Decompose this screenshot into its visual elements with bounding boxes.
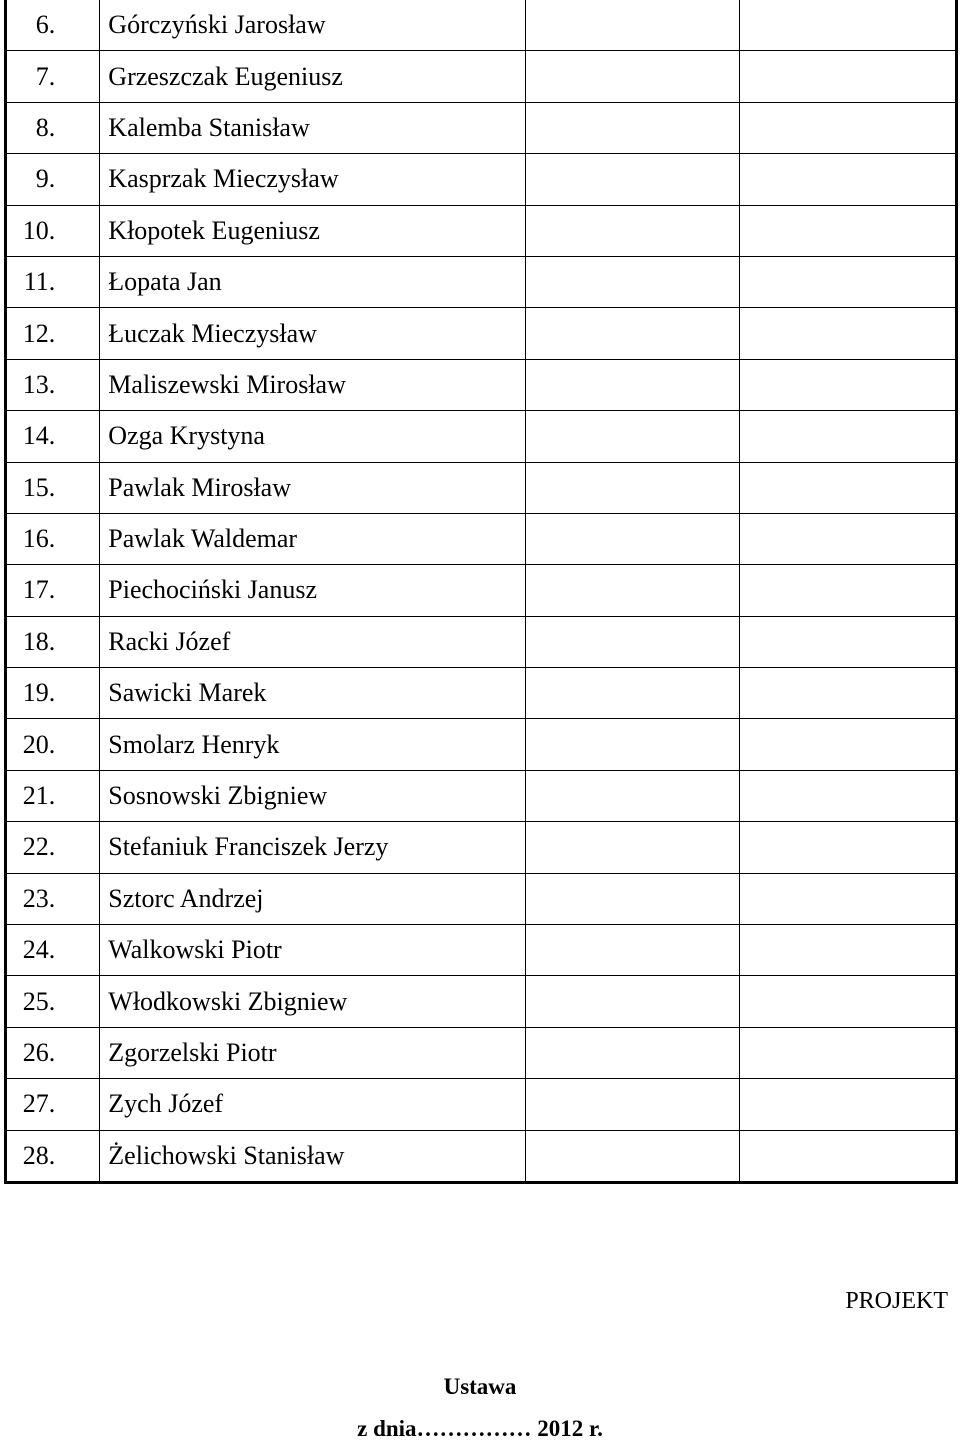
row-number: 23.: [6, 873, 100, 924]
blank-cell: [525, 462, 740, 513]
table-row: [6, 1079, 957, 1130]
table-row: [6, 822, 957, 873]
blank-cell: [740, 873, 957, 924]
blank-cell: [525, 1130, 740, 1182]
table-row: [6, 668, 957, 719]
blank-cell: [525, 359, 740, 410]
ustawa-heading: Ustawa: [443, 1374, 517, 1399]
table-row: [6, 359, 957, 410]
blank-cell: [525, 205, 740, 256]
table-row: [6, 976, 957, 1027]
blank-cell: [740, 719, 957, 770]
table-row: [6, 565, 957, 616]
member-name: Walkowski Piotr: [100, 925, 525, 976]
member-name: Pawlak Mirosław: [100, 462, 525, 513]
blank-cell: [740, 308, 957, 359]
row-number: 22.: [6, 822, 100, 873]
table-row: [6, 51, 957, 102]
blank-cell: [740, 51, 957, 102]
table-row: [6, 719, 957, 770]
member-name: Kasprzak Mieczysław: [100, 154, 525, 205]
row-number: 18.: [6, 616, 100, 667]
blank-cell: [740, 462, 957, 513]
member-name: Łuczak Mieczysław: [100, 308, 525, 359]
row-number: 21.: [6, 770, 100, 821]
blank-cell: [740, 565, 957, 616]
row-number: 19.: [6, 668, 100, 719]
member-name: Łopata Jan: [100, 256, 525, 307]
blank-cell: [740, 1027, 957, 1078]
blank-cell: [740, 0, 957, 51]
blank-cell: [525, 873, 740, 924]
row-number: 15.: [6, 462, 100, 513]
blank-cell: [740, 359, 957, 410]
blank-cell: [740, 668, 957, 719]
row-number: 25.: [6, 976, 100, 1027]
row-number: 20.: [6, 719, 100, 770]
table-row: [6, 411, 957, 462]
member-name: Zych Józef: [100, 1079, 525, 1130]
table-row: [6, 102, 957, 153]
row-number: 17.: [6, 565, 100, 616]
blank-cell: [740, 205, 957, 256]
member-name: Żelichowski Stanisław: [100, 1130, 525, 1182]
row-number: 10.: [6, 205, 100, 256]
blank-cell: [740, 102, 957, 153]
table-row: [6, 154, 957, 205]
row-number: 12.: [6, 308, 100, 359]
blank-cell: [525, 565, 740, 616]
table-row: [6, 462, 957, 513]
blank-cell: [740, 256, 957, 307]
member-name: Sztorc Andrzej: [100, 873, 525, 924]
blank-cell: [525, 102, 740, 153]
blank-cell: [740, 925, 957, 976]
blank-cell: [525, 668, 740, 719]
blank-cell: [525, 770, 740, 821]
table-row: [6, 0, 957, 51]
row-number: 24.: [6, 925, 100, 976]
table-row: [6, 1130, 957, 1182]
blank-cell: [740, 770, 957, 821]
blank-cell: [740, 513, 957, 564]
table-row: [6, 308, 957, 359]
blank-cell: [525, 976, 740, 1027]
row-number: 9.: [6, 154, 100, 205]
blank-cell: [525, 1079, 740, 1130]
table-row: [6, 616, 957, 667]
member-name: Smolarz Henryk: [100, 719, 525, 770]
blank-cell: [525, 513, 740, 564]
row-number: 26.: [6, 1027, 100, 1078]
member-name: Racki Józef: [100, 616, 525, 667]
member-name: Ozga Krystyna: [100, 411, 525, 462]
row-number: 8.: [6, 102, 100, 153]
member-name: Piechociński Janusz: [100, 565, 525, 616]
row-number: 6.: [6, 0, 100, 51]
table-row: [6, 513, 957, 564]
table-row: [6, 770, 957, 821]
blank-cell: [740, 411, 957, 462]
blank-cell: [525, 154, 740, 205]
ustawa-date-line: z dnia…………… 2012 r.: [357, 1416, 603, 1441]
blank-cell: [525, 411, 740, 462]
blank-cell: [740, 1130, 957, 1182]
blank-cell: [525, 925, 740, 976]
blank-cell: [525, 719, 740, 770]
blank-cell: [525, 256, 740, 307]
member-name: Zgorzelski Piotr: [100, 1027, 525, 1078]
member-name: Maliszewski Mirosław: [100, 359, 525, 410]
blank-cell: [525, 1027, 740, 1078]
member-name: Stefaniuk Franciszek Jerzy: [100, 822, 525, 873]
member-list-body: [6, 0, 957, 1182]
member-list-table: [4, 0, 958, 1184]
table-row: [6, 256, 957, 307]
member-name: Kalemba Stanisław: [100, 102, 525, 153]
blank-cell: [525, 822, 740, 873]
row-number: 16.: [6, 513, 100, 564]
member-name: Pawlak Waldemar: [100, 513, 525, 564]
blank-cell: [740, 822, 957, 873]
blank-cell: [740, 1079, 957, 1130]
blank-cell: [740, 154, 957, 205]
member-name: Włodkowski Zbigniew: [100, 976, 525, 1027]
row-number: 13.: [6, 359, 100, 410]
member-name: Sosnowski Zbigniew: [100, 770, 525, 821]
table-row: [6, 1027, 957, 1078]
blank-cell: [525, 0, 740, 51]
blank-cell: [525, 51, 740, 102]
table-row: [6, 925, 957, 976]
row-number: 28.: [6, 1130, 100, 1182]
member-name: Kłopotek Eugeniusz: [100, 205, 525, 256]
row-number: 11.: [6, 256, 100, 307]
blank-cell: [525, 616, 740, 667]
row-number: 7.: [6, 51, 100, 102]
projekt-label: PROJEKT: [845, 1288, 948, 1314]
member-name: Sawicki Marek: [100, 668, 525, 719]
row-number: 14.: [6, 411, 100, 462]
row-number: 27.: [6, 1079, 100, 1130]
blank-cell: [525, 308, 740, 359]
member-name: Grzeszczak Eugeniusz: [100, 51, 525, 102]
member-name: Górczyński Jarosław: [100, 0, 525, 51]
table-row: [6, 873, 957, 924]
blank-cell: [740, 976, 957, 1027]
table-row: [6, 205, 957, 256]
blank-cell: [740, 616, 957, 667]
